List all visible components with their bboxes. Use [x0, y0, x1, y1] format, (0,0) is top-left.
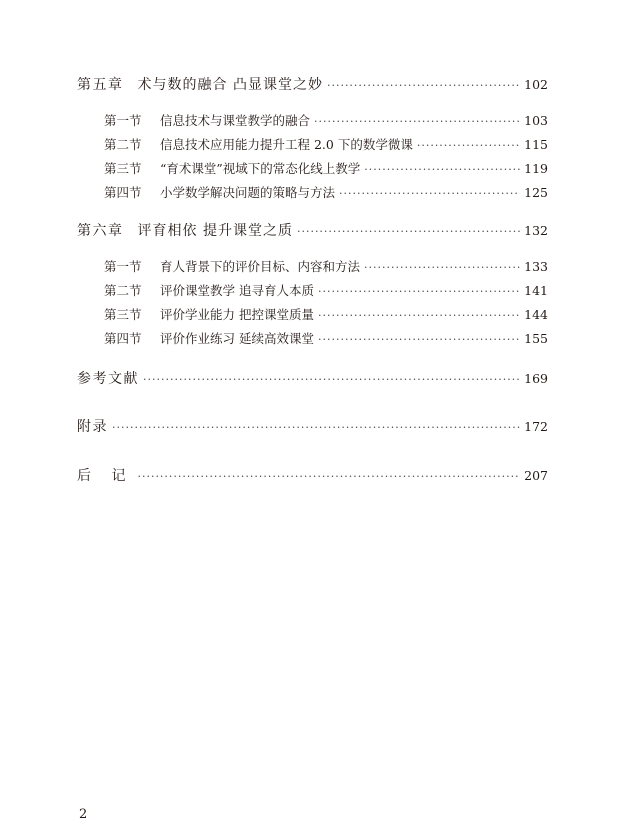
dot-leader [137, 470, 520, 483]
toc-chapter-5[interactable] [77, 74, 548, 94]
page-number: 119 [524, 161, 548, 176]
dot-leader [364, 163, 520, 176]
toc-chapter-6[interactable] [77, 220, 548, 240]
page-number: 133 [524, 259, 548, 274]
page-number: 155 [524, 331, 548, 346]
section-title: 评价学业能力 把控课堂质量 [160, 307, 314, 322]
section-title: 信息技术应用能力提升工程 2.0 下的数学微课 [160, 137, 413, 152]
chapter-label: 后 记 [77, 468, 134, 484]
page-number: 103 [524, 113, 548, 128]
section-label: 第二节 [104, 137, 142, 152]
page-number: 169 [524, 371, 548, 386]
toc-afterword[interactable] [77, 465, 548, 485]
dot-leader [297, 225, 520, 238]
section-label: 第三节 [104, 161, 142, 176]
folio-page-number: 2 [79, 807, 88, 822]
page-number: 125 [524, 185, 548, 200]
chapter-label: 第六章 [77, 223, 124, 239]
section-label: 第四节 [104, 185, 142, 200]
section-label: 第一节 [104, 259, 142, 274]
dot-leader [417, 139, 520, 152]
chapter-label: 附录 [77, 419, 108, 435]
toc-section-5-3[interactable] [104, 159, 548, 177]
page-number: 172 [524, 419, 548, 434]
section-label: 第三节 [104, 307, 142, 322]
section-title: 小学数学解决问题的策略与方法 [160, 185, 336, 200]
dot-leader [318, 333, 520, 346]
section-title: 评价作业练习 延续高效课堂 [160, 331, 314, 346]
toc-section-6-4[interactable] [104, 329, 548, 347]
toc-section-6-1[interactable] [104, 257, 548, 275]
dot-leader [314, 115, 520, 128]
chapter-title: 评育相依 提升课堂之质 [137, 223, 293, 239]
page-number: 207 [524, 468, 548, 483]
chapter-label: 第五章 [77, 77, 124, 93]
page-number: 141 [524, 283, 548, 298]
page-number: 132 [524, 223, 548, 238]
chapter-label: 参考文献 [77, 371, 139, 387]
section-title: 育人背景下的评价目标、内容和方法 [160, 259, 361, 274]
section-title: 信息技术与课堂教学的融合 [160, 113, 311, 128]
dot-leader [318, 309, 520, 322]
section-label: 第二节 [104, 283, 142, 298]
toc-references[interactable] [77, 368, 548, 388]
dot-leader [318, 285, 520, 298]
toc-section-5-2[interactable] [104, 135, 548, 153]
dot-leader [143, 373, 520, 386]
toc-section-5-4[interactable] [104, 183, 548, 201]
section-label: 第四节 [104, 331, 142, 346]
toc-section-6-3[interactable] [104, 305, 548, 323]
toc-appendix[interactable] [77, 416, 548, 436]
dot-leader [339, 187, 520, 200]
chapter-title: 术与数的融合 凸显课堂之妙 [137, 77, 323, 93]
dot-leader [364, 261, 520, 274]
page-number: 102 [524, 77, 548, 92]
section-title: 评价课堂教学 追寻育人本质 [160, 283, 314, 298]
dot-leader [327, 79, 520, 92]
page-number: 144 [524, 307, 548, 322]
dot-leader [112, 421, 520, 434]
toc-section-5-1[interactable] [104, 111, 548, 129]
page-number: 115 [524, 137, 548, 152]
section-title: “育术课堂”视域下的常态化线上教学 [160, 161, 361, 176]
toc-section-6-2[interactable] [104, 281, 548, 299]
section-label: 第一节 [104, 113, 142, 128]
